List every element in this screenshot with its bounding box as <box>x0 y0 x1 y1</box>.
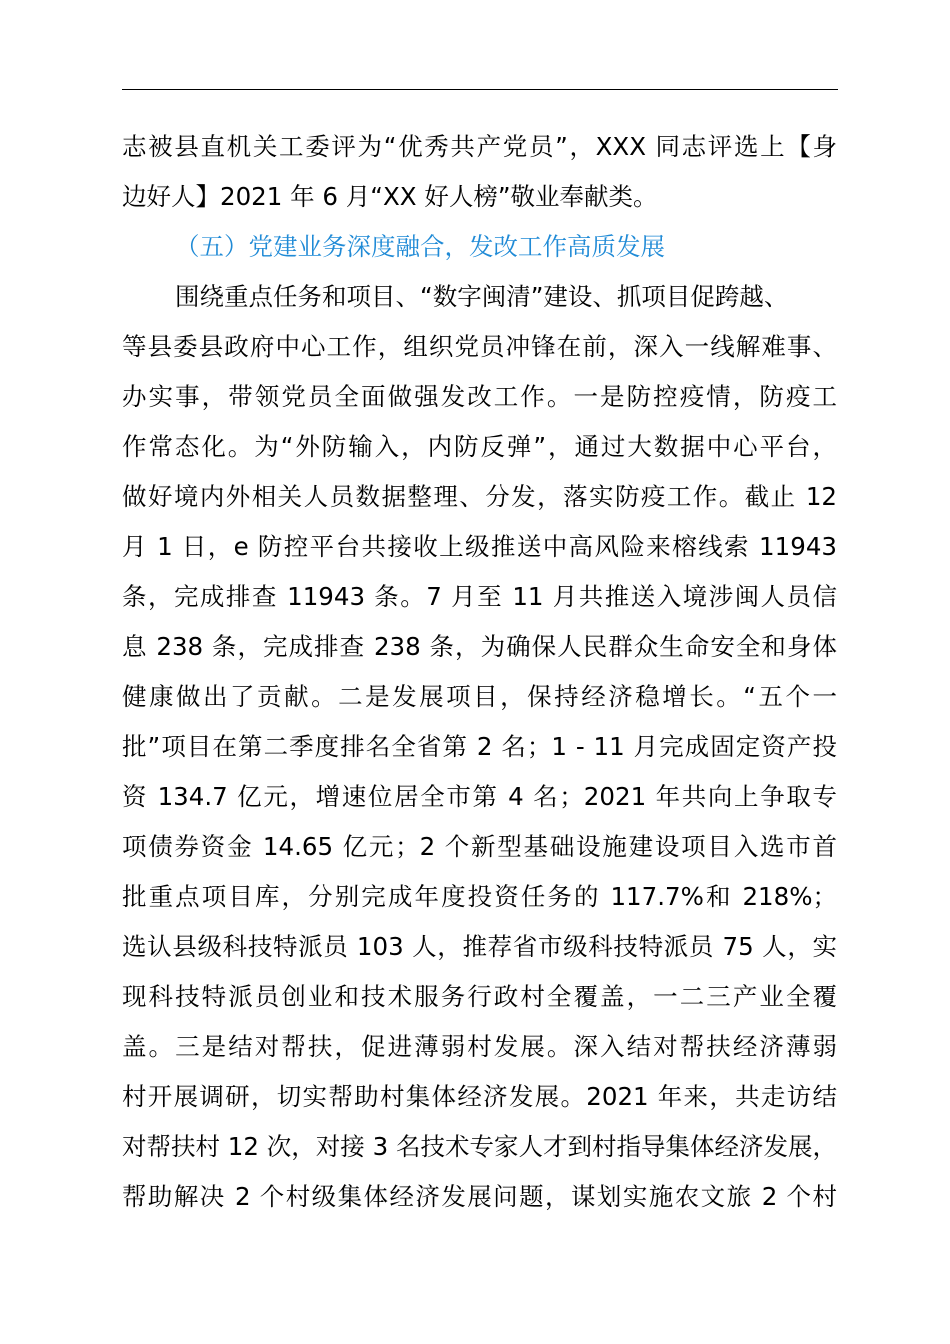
body-line: 资 134.7 亿元，增速位居全市第 4 名；2021 年共向上争取专 <box>122 782 837 811</box>
body-line: 办实事，带领党员全面做强发改工作。一是防控疫情，防疫工 <box>122 382 837 411</box>
body-line: 等县委县政府中心工作，组织党员冲锋在前，深入一线解难事、 <box>122 332 837 361</box>
body-line: 盖。三是结对帮扶，促进薄弱村发展。深入结对帮扶经济薄弱 <box>122 1032 837 1061</box>
body-line: 对帮扶村 12 次，对接 3 名技术专家人才到村指导集体经济发展， <box>122 1132 837 1161</box>
body-line: 息 238 条，完成排查 238 条，为确保人民群众生命安全和身体 <box>122 632 837 661</box>
body-line: 志被县直机关工委评为“优秀共产党员”，XXX 同志评选上【身 <box>122 132 837 161</box>
body-line: 健康做出了贡献。二是发展项目，保持经济稳增长。“五个一 <box>122 682 837 711</box>
body-line: 批重点项目库，分别完成年度投资任务的 117.7%和 218%； <box>122 882 837 911</box>
body-line: 边好人】2021 年 6 月“XX 好人榜”敬业奉献类。 <box>122 182 658 211</box>
body-line: 条，完成排查 11943 条。7 月至 11 月共推送入境涉闽人员信 <box>122 582 837 611</box>
body-line: 帮助解决 2 个村级集体经济发展问题，谋划实施农文旅 2 个村 <box>122 1182 837 1211</box>
body-line: 作常态化。为“外防输入，内防反弹”，通过大数据中心平台， <box>122 432 837 461</box>
body-line: 村开展调研，切实帮助村集体经济发展。2021 年来，共走访结 <box>122 1082 837 1111</box>
body-line: 选认县级科技特派员 103 人，推荐省市级科技特派员 75 人，实 <box>122 932 837 961</box>
paragraph-first-line: 围绕重点任务和项目、“数字闽清”建设、抓项目促跨越、 <box>175 282 789 311</box>
body-line: 做好境内外相关人员数据整理、分发，落实防疫工作。截止 12 <box>122 482 837 511</box>
body-line: 项债券资金 14.65 亿元；2 个新型基础设施建设项目入选市首 <box>122 832 837 861</box>
body-line: 月 1 日，e 防控平台共接收上级推送中高风险来榕线索 11943 <box>122 532 837 561</box>
header-rule <box>122 89 838 90</box>
section-heading: （五）党建业务深度融合，发改工作高质发展 <box>175 232 665 261</box>
body-line: 现科技特派员创业和技术服务行政村全覆盖，一二三产业全覆 <box>122 982 837 1011</box>
body-line: 批”项目在第二季度排名全省第 2 名；1 - 11 月完成固定资产投 <box>122 732 837 761</box>
